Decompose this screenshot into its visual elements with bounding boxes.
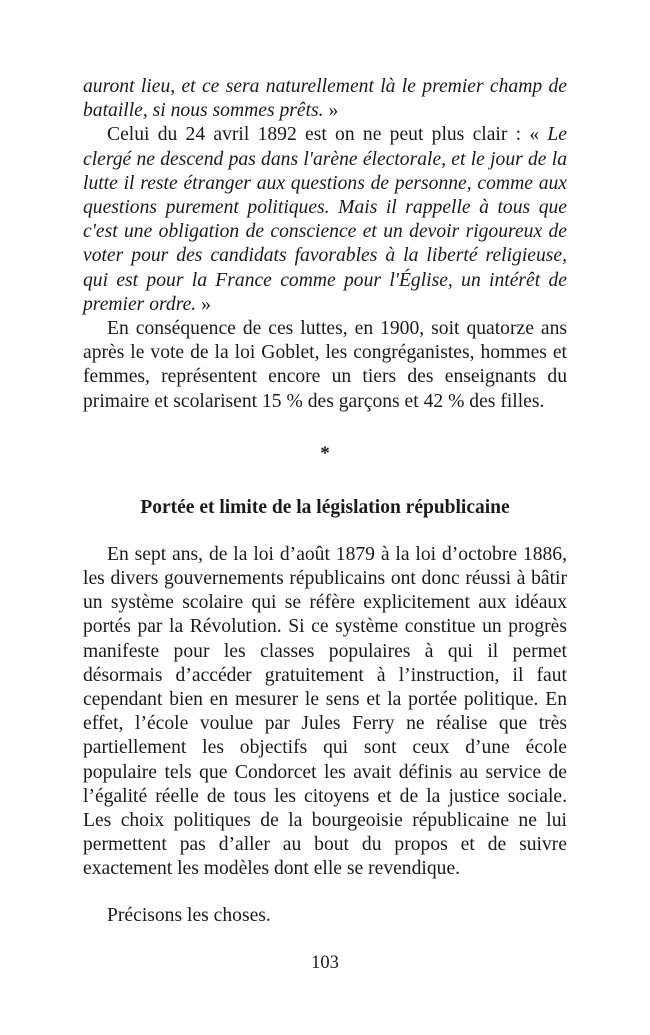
quote-close: »: [323, 100, 339, 122]
paragraph: [83, 75, 567, 123]
paragraph: [83, 317, 567, 414]
section-break-asterisk: *: [320, 442, 330, 464]
page-number: 103: [311, 953, 339, 973]
paragraph: [83, 123, 567, 317]
quote-close: »: [196, 293, 211, 315]
paragraph-text: Celui du 24 avril 1892 est on ne peut plus clair : «: [107, 124, 548, 146]
paragraph-text: En conséquence de ces luttes, en 1900, soit quatorze ans après le vote de la loi Goblet, les congréganistes, hommes et femmes, représentent encore un tiers des enseignants du primaire et scolarisent 15 % des garçons et 42 % des filles.: [83, 318, 567, 412]
page-body: [83, 75, 567, 928]
quote-text: auront lieu, et ce sera naturellement là le premier champ de bataille, si nous sommes prêts.: [83, 76, 567, 122]
paragraph-text: Précisons les choses.: [107, 904, 271, 926]
section-heading: Portée et limite de la législation républicaine: [140, 496, 510, 518]
quote-text: Le clergé ne descend pas dans l'arène électorale, et le jour de la lutte il reste étranger aux questions de personne, comme aux questions purement politiques. Mais il rappelle à tous que c'est une obligation de conscience et un devoir rigoureux de voter pour des candidats favorables à la liberté religieuse, qui est pour la France comme pour l'Église, un intérêt de premier ordre.: [83, 124, 567, 315]
paragraph: [83, 543, 567, 882]
paragraph-spacer: [83, 882, 567, 904]
paragraph: [83, 904, 567, 928]
paragraph-text: En sept ans, de la loi d’août 1879 à la loi d’octobre 1886, les divers gouvernements républicains ont donc réussi à bâtir un système scolaire qui se réfère explicitement aux idéaux portés par la Révolution. Si ce système constitue un progrès manifeste pour les classes populaires à qui il permet désormais d’accéder gratuitement à l’instruction, il faut cependant bien en mesurer le sens et la portée politique. En effet, l’école voulue par Jules Ferry ne réalise que très partiellement les objectifs qui sont ceux d’une école populaire tels que Condorcet les avait définis au service de l’égalité réelle de tous les citoyens et de la justice sociale. Les choix politiques de la bourgeoisie républicaine ne lui permettent pas d’aller au bout du propos et de suivre exactement les modèles dont elle se revendique.: [83, 543, 567, 880]
